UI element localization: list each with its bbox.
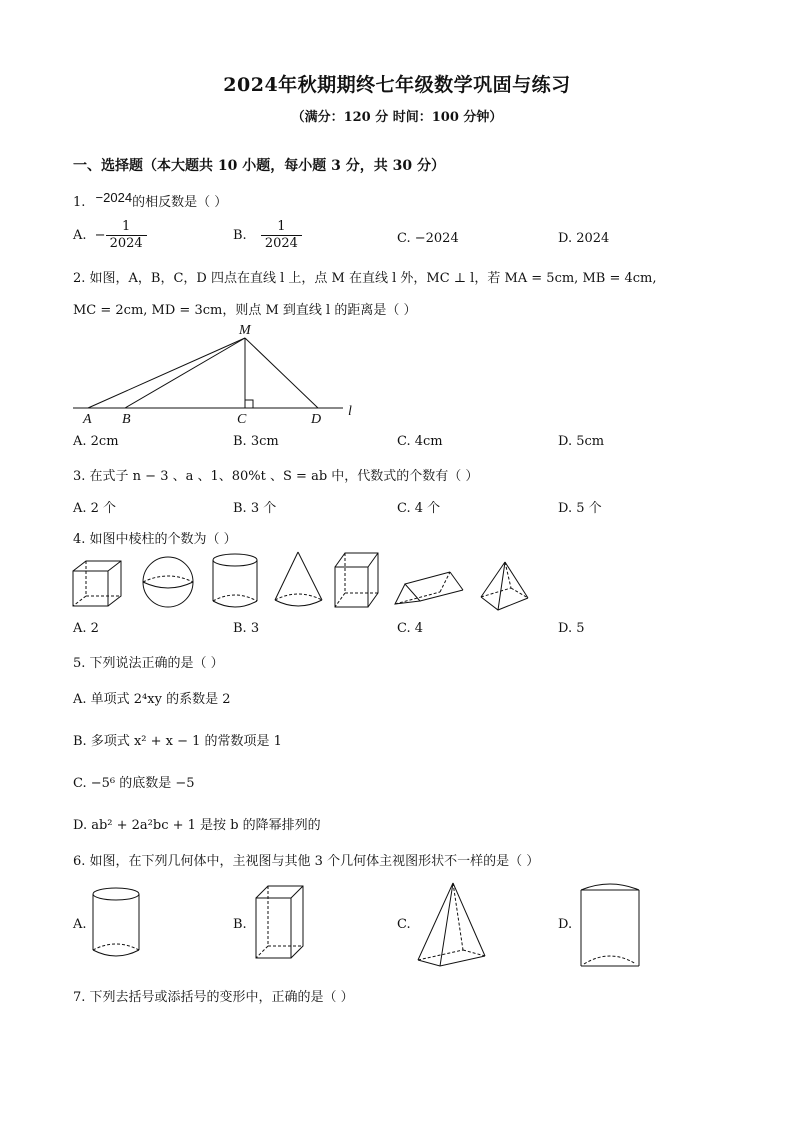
option-b[interactable]: B. 3cm	[233, 434, 279, 449]
denominator: 2024	[264, 236, 298, 251]
question-value: −2024	[95, 190, 133, 205]
option-c[interactable]: C. −2024	[397, 231, 459, 246]
question-2-continued: MC = 2cm, MD = 3cm，则点 M 到直线 l 的距离是（ ）	[73, 303, 417, 318]
option-d[interactable]: D. 5cm	[558, 434, 605, 449]
question-text: 如图，A，B，C，D 四点在直线 l 上，点 M 在直线 l 外，MC ⊥ l，若 MA = 5cm, MB = 4cm,	[89, 271, 657, 286]
label-m: M	[239, 323, 251, 338]
option-d[interactable]: D. 5	[558, 621, 585, 636]
option-c[interactable]: C. 4cm	[397, 434, 443, 449]
option-d[interactable]: D. 5 个	[558, 501, 602, 516]
pyramid-shape	[418, 883, 485, 966]
numerator: 1	[106, 219, 147, 236]
denominator: 2024	[109, 236, 143, 251]
question-number: 2.	[73, 271, 86, 286]
rectangular-prism-shape	[256, 886, 303, 958]
minus-sign: −	[94, 228, 106, 243]
question-number: 3.	[73, 469, 86, 484]
page-title: 2024年秋期期终七年级数学巩固与练习	[223, 74, 571, 96]
label-a: A	[83, 412, 92, 427]
option-d[interactable]: D. 2024	[558, 231, 610, 246]
label-b: B	[122, 412, 131, 427]
label-d: D	[311, 412, 322, 427]
option-b[interactable]: B. 多项式 x² + x − 1 的常数项是 1	[73, 734, 282, 749]
numerator: 1	[261, 219, 302, 236]
option-a[interactable]: A. 2cm	[73, 434, 119, 449]
option-c[interactable]: C. 4	[397, 621, 424, 636]
option-b[interactable]: B. 3	[233, 621, 260, 636]
cylinder-shape	[93, 888, 139, 956]
question-number: 7.	[73, 990, 86, 1005]
question-text: 下列说法正确的是（ ）	[89, 656, 224, 671]
question-text: 下列去括号或添括号的变形中，正确的是（ ）	[89, 990, 354, 1005]
question-text: 在式子 n − 3 、a 、1、80%t 、S = ab 中，代数式的个数有（ ）	[89, 469, 479, 484]
section-heading: 一、选择题（本大题共 10 小题，每小题 3 分，共 30 分）	[73, 158, 445, 174]
option-c[interactable]: C. 4 个	[397, 501, 441, 516]
option-b[interactable]: B.	[233, 917, 247, 932]
option-b[interactable]: B. 3 个	[233, 501, 277, 516]
question-number: 5.	[73, 656, 86, 671]
question-number: 6.	[73, 854, 86, 869]
page-subtitle: （满分：120 分 时间：100 分钟）	[291, 110, 503, 125]
option-c[interactable]: C.	[397, 917, 411, 932]
question-text: 如图中棱柱的个数为（ ）	[89, 532, 237, 547]
label-c: C	[237, 412, 247, 427]
label-l: l	[348, 404, 352, 419]
question-text: 如图，在下列几何体中，主视图与其他 3 个几何体主视图形状不一样的是（ ）	[89, 854, 540, 869]
option-label: B.	[233, 228, 247, 243]
option-a[interactable]: A. 单项式 2⁴xy 的系数是 2	[73, 692, 231, 707]
question-7	[73, 986, 354, 1005]
option-label: A.	[73, 228, 87, 243]
question-number: 4.	[73, 532, 86, 547]
option-d[interactable]: D.	[558, 917, 573, 932]
question-text: 的相反数是（ ）	[132, 195, 228, 210]
option-c[interactable]: C. −5⁶ 的底数是 −5	[73, 776, 195, 791]
option-a[interactable]: A. 2 个	[73, 501, 117, 516]
option-d[interactable]: D. ab² + 2a²bc + 1 是按 b 的降幂排列的	[73, 818, 321, 833]
option-a[interactable]: A. 2	[73, 621, 99, 636]
half-cylinder-shape	[581, 884, 639, 966]
question-number: 1.	[73, 195, 86, 210]
option-a[interactable]: A.	[73, 917, 87, 932]
